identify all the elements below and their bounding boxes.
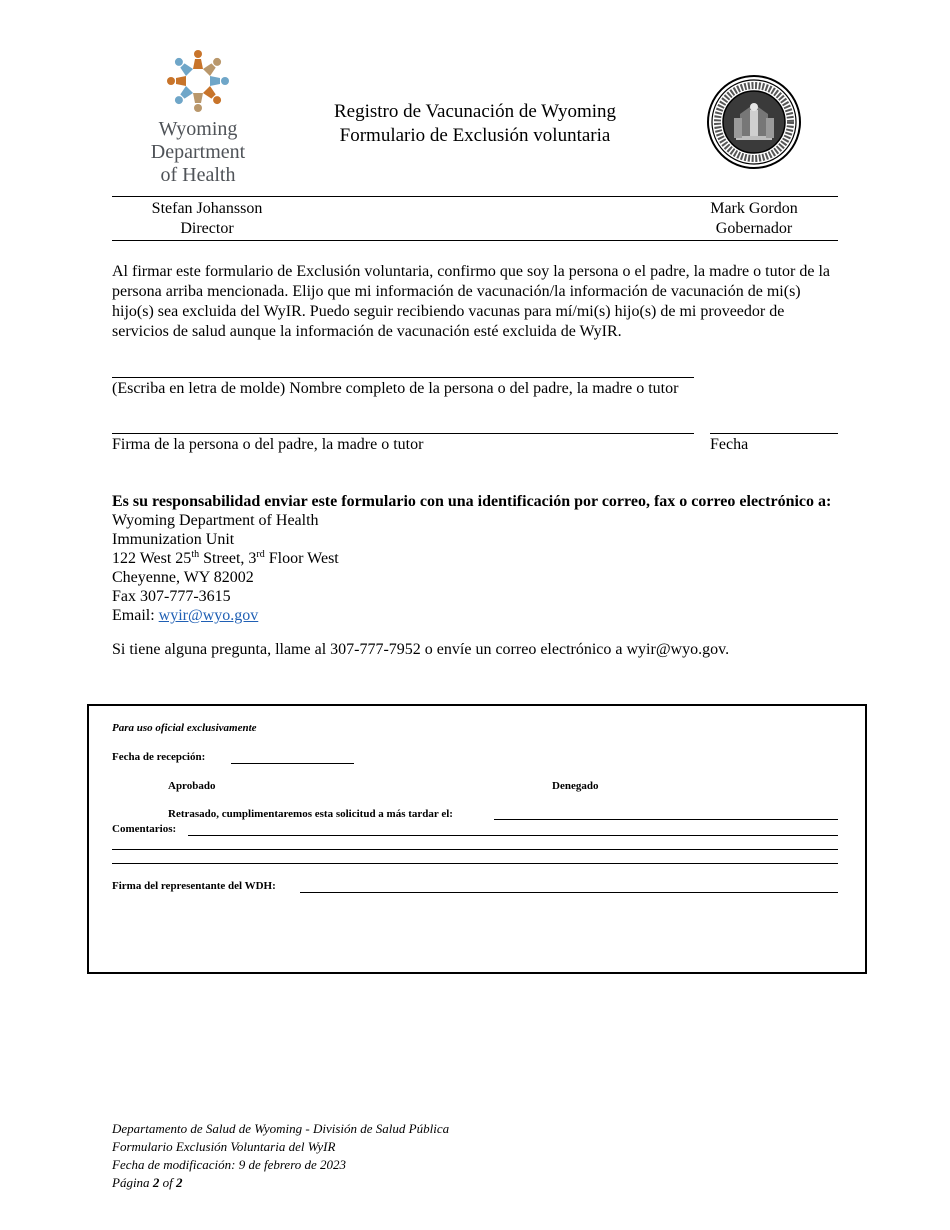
- header-bottom-rule: [112, 240, 838, 241]
- address-line-1: Wyoming Department of Health: [112, 512, 319, 529]
- comments-line-2[interactable]: [112, 849, 838, 850]
- name-field-line[interactable]: [112, 377, 694, 378]
- footer-line-2: Formulario Exclusión Voluntaria del WyIR: [112, 1139, 336, 1154]
- logo-line-3: of Health: [160, 164, 236, 186]
- delayed-date-line[interactable]: [494, 819, 838, 820]
- footer-page-number: Página 2 of 2: [112, 1175, 183, 1190]
- director-name: Stefan Johansson: [151, 200, 263, 217]
- address-line-2: Immunization Unit: [112, 531, 235, 548]
- director-title: Director: [180, 220, 234, 237]
- comments-label: Comentarios:: [112, 823, 177, 835]
- logo-figure: [193, 50, 203, 69]
- wdh-signature-line[interactable]: [300, 892, 838, 893]
- received-date-label: Fecha de recepción:: [112, 751, 206, 763]
- great-seal-wyoming-icon: [706, 74, 802, 170]
- responsibility-heading: Es su responsabilidad enviar este formulario con una identificación por correo, fax o correo electrónico a:: [112, 493, 832, 510]
- signature-field-label: Firma de la persona o del padre, la madre o tutor: [112, 436, 424, 453]
- address-city: Cheyenne, WY 82002: [112, 569, 254, 586]
- header-top-rule: [112, 196, 838, 197]
- footer-line-3: Fecha de modificación: 9 de febrero de 2023: [112, 1157, 347, 1172]
- address-fax: Fax 307-777-3615: [112, 588, 231, 605]
- date-field-label: Fecha: [710, 436, 749, 453]
- governor-block: [680, 199, 828, 239]
- office-use-box: [87, 704, 867, 974]
- comments-line-1[interactable]: [188, 835, 838, 836]
- name-field-label: (Escriba en letra de molde) Nombre completo de la persona o del padre, la madre o tutor: [112, 380, 679, 397]
- intro-paragraph: Al firmar este formulario de Exclusión voluntaria, confirmo que soy la persona o el padre, la madre o tutor de la persona arriba mencionada. Elijo que mi información de vacunación/la información de vacunación de mi(s) hijo(s) sea excluida del WyIR. Puedo seguir recibiendo vacunas para mí/mi(s) hijo(s) de mi proveedor de servicios de salud aunque la información de vacunación esté excluida de WyIR.: [112, 263, 830, 340]
- signature-field-line[interactable]: [112, 433, 694, 434]
- office-use-heading: Para uso oficial exclusivamente: [112, 722, 257, 734]
- wdh-signature-label: Firma del representante del WDH:: [112, 880, 276, 892]
- email-link[interactable]: wyir@wyo.gov: [158, 607, 259, 624]
- denied-label: Denegado: [552, 780, 599, 792]
- footer-line-1: Departamento de Salud de Wyoming - División de Salud Pública: [112, 1121, 450, 1136]
- wdh-logo: [142, 46, 254, 187]
- wdh-logo-icon: [164, 46, 232, 116]
- mailing-address: [112, 511, 872, 625]
- title-line-1: Registro de Vacunación de Wyoming: [333, 101, 617, 122]
- title-line-2: Formulario de Exclusión voluntaria: [339, 125, 611, 146]
- director-block: [112, 199, 302, 239]
- questions-line: Si tiene alguna pregunta, llame al 307-777-7952 o envíe un correo electrónico a wyir@wyo.gov.: [112, 641, 730, 658]
- date-field-line[interactable]: [710, 433, 838, 434]
- page-footer: [112, 1120, 449, 1192]
- address-email: Email: wyir@wyo.gov: [112, 607, 259, 624]
- delayed-label: Retrasado, cumplimentaremos esta solicitud a más tardar el:: [168, 808, 453, 820]
- mailing-instructions: [112, 492, 872, 625]
- governor-title: Gobernador: [715, 220, 793, 237]
- comments-line-3[interactable]: [112, 863, 838, 864]
- form-title: [290, 100, 660, 148]
- received-date-line[interactable]: [231, 763, 354, 764]
- logo-line-2: Department: [150, 141, 246, 163]
- approved-label: Aprobado: [168, 780, 216, 792]
- logo-org-name: [142, 118, 254, 187]
- governor-name: Mark Gordon: [710, 200, 798, 217]
- address-street: 122 West 25th Street, 3rd Floor West: [112, 549, 339, 567]
- logo-line-1: Wyoming: [158, 118, 238, 140]
